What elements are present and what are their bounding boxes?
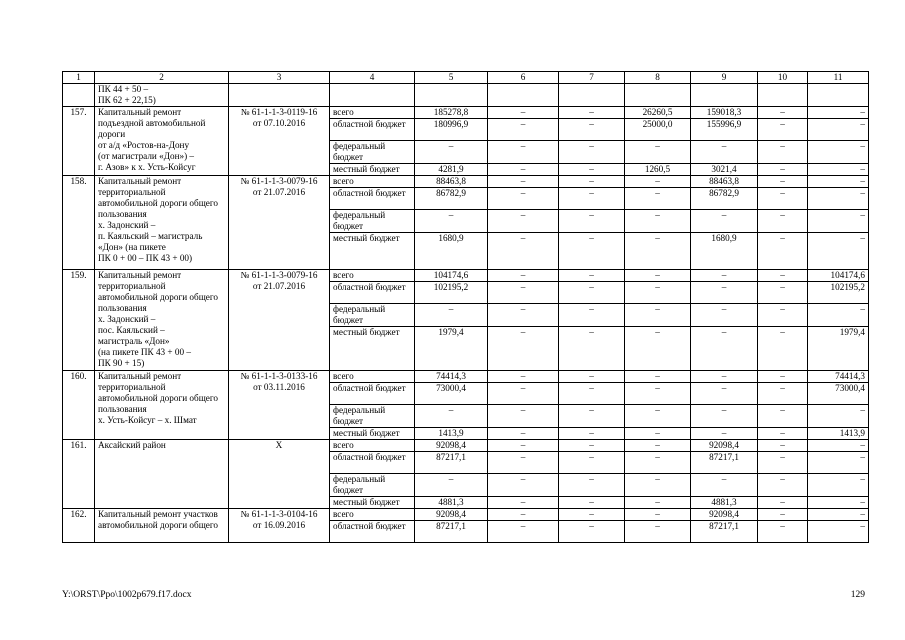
amount-cell: – <box>488 188 559 210</box>
amount-cell: – <box>625 270 691 282</box>
amount-cell: – <box>488 210 559 233</box>
amount-cell: – <box>625 497 691 509</box>
amount-cell: – <box>488 233 559 270</box>
amount-cell: – <box>488 428 559 440</box>
amount-cell: – <box>758 428 808 440</box>
amount-cell: – <box>758 521 808 543</box>
column-number: 1 <box>63 72 95 84</box>
amount-cell: – <box>758 176 808 188</box>
amount-cell: – <box>415 304 488 327</box>
amount-cell: – <box>758 371 808 383</box>
column-number: 4 <box>330 72 415 84</box>
amount-cell: – <box>488 383 559 405</box>
amount-cell: – <box>488 440 559 452</box>
amount-cell: 74414,3 <box>415 371 488 383</box>
row-number: 162. <box>63 509 95 543</box>
amount-cell: – <box>559 210 625 233</box>
amount-cell: – <box>758 452 808 474</box>
amount-cell: – <box>559 270 625 282</box>
amount-cell: – <box>758 141 808 164</box>
funding-source: областной бюджет <box>330 282 415 304</box>
amount-cell: – <box>625 428 691 440</box>
amount-cell: – <box>559 304 625 327</box>
amount-cell: – <box>625 188 691 210</box>
amount-cell: – <box>559 405 625 428</box>
amount-cell: – <box>808 107 869 119</box>
document-number: № 61-1-1-3-0104-16 от 16.09.2016 <box>229 509 330 543</box>
amount-cell: – <box>691 210 758 233</box>
amount-cell: – <box>559 509 625 521</box>
amount-cell: – <box>808 452 869 474</box>
amount-cell: – <box>758 405 808 428</box>
amount-cell: – <box>691 474 758 497</box>
amount-cell: – <box>625 176 691 188</box>
funding-source: федеральный бюджет <box>330 304 415 327</box>
column-number: 9 <box>691 72 758 84</box>
amount-cell: 155996,9 <box>691 119 758 141</box>
column-number: 8 <box>625 72 691 84</box>
amount-cell: – <box>758 282 808 304</box>
table-row <box>63 440 869 452</box>
amount-cell: – <box>559 521 625 543</box>
funding-source: местный бюджет <box>330 428 415 440</box>
object-name: ПК 44 + 50 – ПК 62 + 22,15) <box>95 84 229 107</box>
funding-source: всего <box>330 509 415 521</box>
amount-cell: – <box>488 521 559 543</box>
table-row <box>63 270 869 282</box>
amount-cell: – <box>808 176 869 188</box>
amount-cell: – <box>488 371 559 383</box>
amount-cell: 1979,4 <box>808 327 869 371</box>
amount-cell: – <box>415 405 488 428</box>
amount-cell: – <box>559 107 625 119</box>
amount-cell: – <box>488 176 559 188</box>
amount-cell: – <box>808 164 869 176</box>
amount-cell: 102195,2 <box>415 282 488 304</box>
amount-cell: – <box>488 497 559 509</box>
amount-cell: – <box>758 383 808 405</box>
continuation-row <box>63 84 869 107</box>
amount-cell: – <box>808 141 869 164</box>
object-name: Капитальный ремонт подъездной автомобильной дороги от а/д «Ростов-на-Дону (от магистрали «Дон») – г. Азов» к х. Усть-Койсуг <box>95 107 229 176</box>
funding-source: федеральный бюджет <box>330 141 415 164</box>
amount-cell: – <box>559 164 625 176</box>
amount-cell: 86782,9 <box>415 188 488 210</box>
object-name: Капитальный ремонт территориальной автомобильной дороги общего пользования х. Усть-Койсуг – х. Шмат <box>95 371 229 440</box>
amount-cell: – <box>691 282 758 304</box>
amount-cell: – <box>758 440 808 452</box>
amount-cell: – <box>488 282 559 304</box>
amount-cell: 159018,3 <box>691 107 758 119</box>
amount-cell: 1260,5 <box>625 164 691 176</box>
funding-source: федеральный бюджет <box>330 210 415 233</box>
amount-cell: 87217,1 <box>691 521 758 543</box>
amount-cell: – <box>625 509 691 521</box>
amount-cell: 1979,4 <box>415 327 488 371</box>
file-path: Y:\ORST\Ppo\1002p679.f17.docx <box>62 590 192 600</box>
funding-source: федеральный бюджет <box>330 405 415 428</box>
object-name: Капитальный ремонт территориальной автомобильной дороги общего пользования х. Задонский – п. Каяльский – магистраль «Дон» (на пикете ПК 0 + 00 – ПК 43 + 00) <box>95 176 229 270</box>
amount-cell: 4881,3 <box>691 497 758 509</box>
amount-cell: 104174,6 <box>808 270 869 282</box>
amount-cell: – <box>758 119 808 141</box>
amount-cell: 92098,4 <box>415 440 488 452</box>
amount-cell: – <box>808 405 869 428</box>
amount-cell: – <box>625 440 691 452</box>
amount-cell: – <box>808 119 869 141</box>
amount-cell: – <box>691 405 758 428</box>
amount-cell: 3021,4 <box>691 164 758 176</box>
amount-cell: – <box>808 521 869 543</box>
amount-cell: – <box>415 210 488 233</box>
amount-cell: – <box>758 107 808 119</box>
amount-cell: – <box>488 474 559 497</box>
amount-cell: – <box>808 497 869 509</box>
amount-cell: – <box>758 164 808 176</box>
amount-cell: – <box>808 509 869 521</box>
funding-source: всего <box>330 176 415 188</box>
amount-cell: – <box>415 141 488 164</box>
amount-cell: – <box>488 509 559 521</box>
amount-cell: – <box>691 327 758 371</box>
amount-cell: – <box>559 371 625 383</box>
table-row <box>63 509 869 521</box>
row-number: 159. <box>63 270 95 371</box>
amount-cell: 87217,1 <box>415 452 488 474</box>
amount-cell: – <box>415 474 488 497</box>
funding-source: областной бюджет <box>330 521 415 543</box>
amount-cell: – <box>808 210 869 233</box>
amount-cell: – <box>559 383 625 405</box>
funding-source: областной бюджет <box>330 119 415 141</box>
row-number: 157. <box>63 107 95 176</box>
table-row <box>63 107 869 119</box>
amount-cell: 92098,4 <box>691 440 758 452</box>
row-number: 158. <box>63 176 95 270</box>
amount-cell: – <box>758 327 808 371</box>
amount-cell: – <box>691 371 758 383</box>
document-number: № 61-1-1-3-0133-16 от 03.11.2016 <box>229 371 330 440</box>
amount-cell: – <box>559 428 625 440</box>
amount-cell: – <box>559 141 625 164</box>
amount-cell: 88463,8 <box>415 176 488 188</box>
amount-cell: – <box>488 327 559 371</box>
amount-cell: 1680,9 <box>691 233 758 270</box>
document-number: Х <box>229 440 330 509</box>
amount-cell: – <box>625 474 691 497</box>
amount-cell: 102195,2 <box>808 282 869 304</box>
column-number: 2 <box>95 72 229 84</box>
amount-cell: 4281,9 <box>415 164 488 176</box>
amount-cell: 1680,9 <box>415 233 488 270</box>
amount-cell: 26260,5 <box>625 107 691 119</box>
amount-cell: – <box>488 141 559 164</box>
amount-cell: – <box>559 233 625 270</box>
column-number: 10 <box>758 72 808 84</box>
document-number: № 61-1-1-3-0119-16 от 07.10.2016 <box>229 107 330 176</box>
amount-cell: 86782,9 <box>691 188 758 210</box>
funding-source: местный бюджет <box>330 327 415 371</box>
amount-cell: – <box>758 474 808 497</box>
funding-source: местный бюджет <box>330 233 415 270</box>
row-number: 160. <box>63 371 95 440</box>
amount-cell: – <box>625 452 691 474</box>
amount-cell: – <box>758 210 808 233</box>
amount-cell: – <box>808 304 869 327</box>
amount-cell: – <box>758 270 808 282</box>
amount-cell: – <box>758 188 808 210</box>
amount-cell: – <box>691 383 758 405</box>
amount-cell: – <box>625 210 691 233</box>
funding-source: федеральный бюджет <box>330 474 415 497</box>
amount-cell: – <box>625 521 691 543</box>
amount-cell: – <box>808 188 869 210</box>
funding-source: областной бюджет <box>330 188 415 210</box>
amount-cell: – <box>625 304 691 327</box>
row-number: 161. <box>63 440 95 509</box>
amount-cell: – <box>758 509 808 521</box>
amount-cell: – <box>488 119 559 141</box>
amount-cell: 92098,4 <box>415 509 488 521</box>
amount-cell: – <box>625 233 691 270</box>
funding-source: областной бюджет <box>330 383 415 405</box>
column-number-row <box>63 72 869 84</box>
amount-cell: – <box>625 383 691 405</box>
amount-cell: – <box>488 270 559 282</box>
amount-cell: – <box>625 405 691 428</box>
column-number: 3 <box>229 72 330 84</box>
amount-cell: – <box>559 440 625 452</box>
budget-table <box>62 71 869 543</box>
amount-cell: 1413,9 <box>808 428 869 440</box>
amount-cell: – <box>488 452 559 474</box>
amount-cell: – <box>758 497 808 509</box>
amount-cell: – <box>808 474 869 497</box>
amount-cell: – <box>625 282 691 304</box>
funding-source: всего <box>330 371 415 383</box>
amount-cell: – <box>488 405 559 428</box>
amount-cell: 4881,3 <box>415 497 488 509</box>
object-name: Капитальный ремонт участков автомобильной дороги общего <box>95 509 229 543</box>
column-number: 7 <box>559 72 625 84</box>
amount-cell: – <box>559 119 625 141</box>
amount-cell: – <box>691 304 758 327</box>
funding-source: всего <box>330 270 415 282</box>
object-name: Аксайский район <box>95 440 229 509</box>
amount-cell: 87217,1 <box>415 521 488 543</box>
amount-cell: – <box>559 474 625 497</box>
amount-cell: – <box>691 428 758 440</box>
amount-cell: – <box>758 304 808 327</box>
amount-cell: 1413,9 <box>415 428 488 440</box>
amount-cell: – <box>691 141 758 164</box>
object-name: Капитальный ремонт территориальной автомобильной дороги общего пользования х. Задонский – пос. Каяльский – магистраль «Дон» (на пикете ПК 43 + 00 – ПК 90 + 15) <box>95 270 229 371</box>
amount-cell: 87217,1 <box>691 452 758 474</box>
amount-cell: 92098,4 <box>691 509 758 521</box>
document-number: № 61-1-1-3-0079-16 от 21.07.2016 <box>229 176 330 270</box>
amount-cell: – <box>808 233 869 270</box>
document-number: № 61-1-1-3-0079-16 от 21.07.2016 <box>229 270 330 371</box>
column-number: 11 <box>808 72 869 84</box>
amount-cell: – <box>488 164 559 176</box>
funding-source: местный бюджет <box>330 164 415 176</box>
amount-cell: 73000,4 <box>415 383 488 405</box>
column-number: 6 <box>488 72 559 84</box>
amount-cell: – <box>758 233 808 270</box>
amount-cell: – <box>559 327 625 371</box>
amount-cell: – <box>625 327 691 371</box>
amount-cell: – <box>488 304 559 327</box>
amount-cell: – <box>691 270 758 282</box>
amount-cell: 185278,8 <box>415 107 488 119</box>
amount-cell: – <box>559 452 625 474</box>
amount-cell: 180996,9 <box>415 119 488 141</box>
funding-source: всего <box>330 440 415 452</box>
amount-cell: 73000,4 <box>808 383 869 405</box>
funding-source: всего <box>330 107 415 119</box>
amount-cell: – <box>625 371 691 383</box>
amount-cell: 104174,6 <box>415 270 488 282</box>
amount-cell: – <box>559 176 625 188</box>
amount-cell: 88463,8 <box>691 176 758 188</box>
amount-cell: – <box>488 107 559 119</box>
funding-source: областной бюджет <box>330 452 415 474</box>
amount-cell: 74414,3 <box>808 371 869 383</box>
amount-cell: 25000,0 <box>625 119 691 141</box>
amount-cell: – <box>559 188 625 210</box>
table-row <box>63 371 869 383</box>
amount-cell: – <box>559 497 625 509</box>
column-number: 5 <box>415 72 488 84</box>
amount-cell: – <box>625 141 691 164</box>
table-row <box>63 176 869 188</box>
funding-source: местный бюджет <box>330 497 415 509</box>
page-number: 129 <box>850 590 865 600</box>
table-body <box>63 84 869 543</box>
amount-cell: – <box>808 440 869 452</box>
amount-cell: – <box>559 282 625 304</box>
